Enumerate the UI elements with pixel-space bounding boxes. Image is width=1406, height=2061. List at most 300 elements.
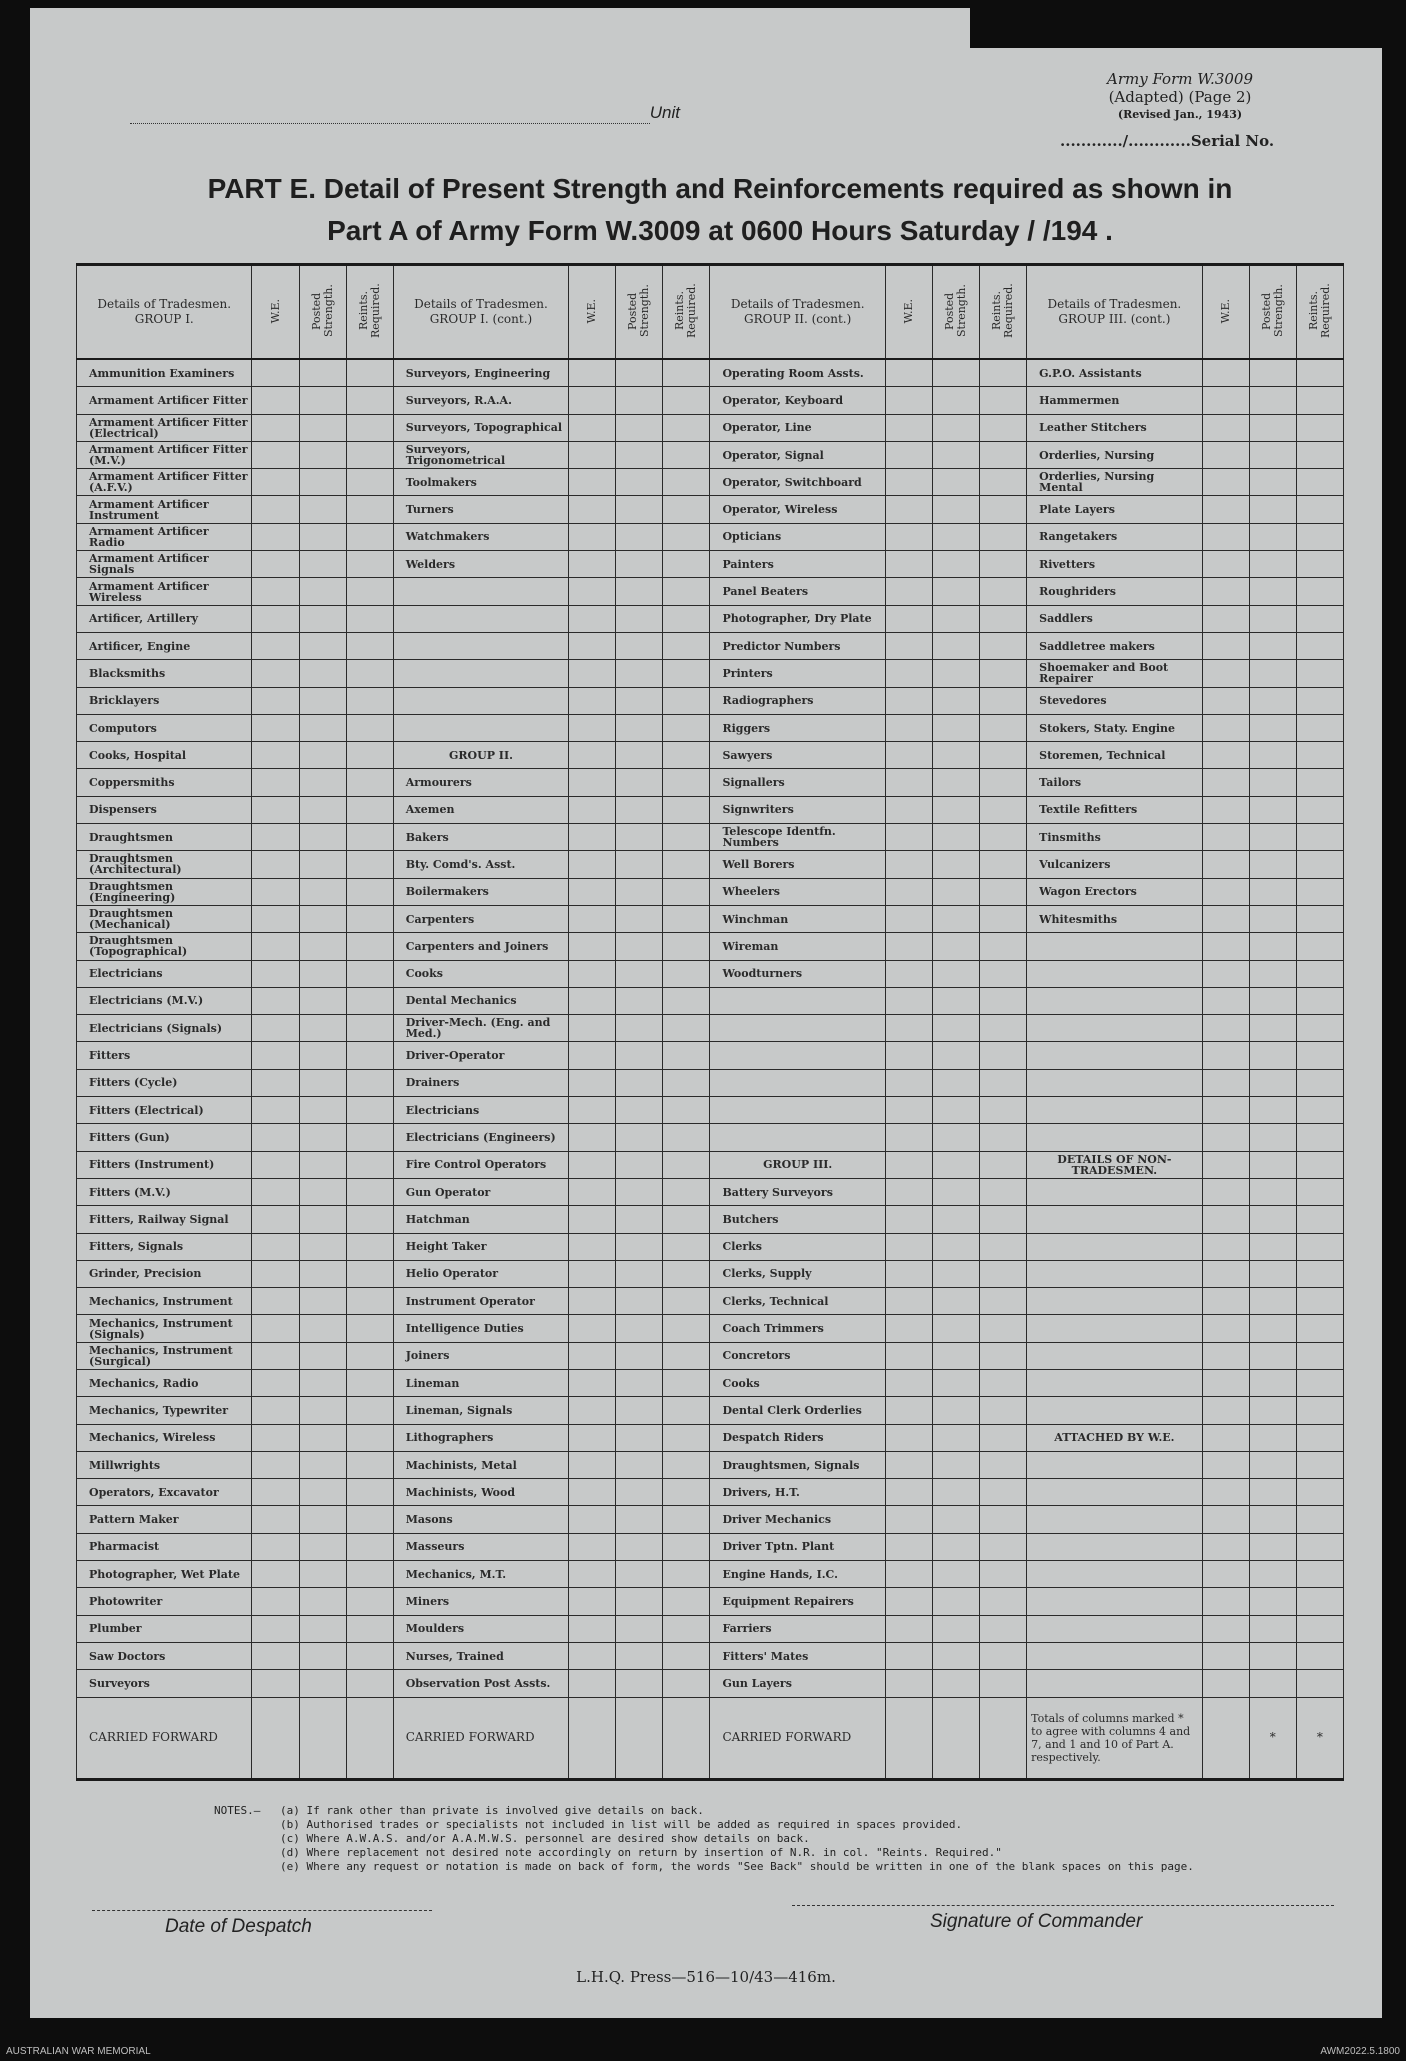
entry-cell[interactable] [1249,769,1296,796]
entry-cell[interactable] [1249,1042,1296,1069]
entry-cell[interactable] [616,1451,663,1478]
entry-cell[interactable] [1202,851,1249,878]
entry-cell[interactable] [569,1315,616,1342]
entry-cell[interactable] [1249,960,1296,987]
entry-cell[interactable] [299,1097,346,1124]
entry-cell[interactable] [1249,1151,1296,1178]
entry-cell[interactable] [1249,578,1296,605]
entry-cell[interactable] [299,1697,346,1779]
entry-cell[interactable] [1202,1097,1249,1124]
entry-cell[interactable] [1202,987,1249,1014]
entry-cell[interactable] [1202,1233,1249,1260]
entry-cell[interactable] [885,632,932,659]
entry-cell[interactable] [299,523,346,550]
entry-cell[interactable] [569,742,616,769]
entry-cell[interactable] [885,1670,932,1697]
entry-cell[interactable] [346,359,393,387]
entry-cell[interactable] [299,632,346,659]
entry-cell[interactable] [1249,387,1296,414]
entry-cell[interactable] [885,1397,932,1424]
entry-cell[interactable] [1296,878,1343,905]
entry-cell[interactable] [980,387,1027,414]
entry-cell[interactable] [346,1424,393,1451]
entry-cell[interactable] [299,687,346,714]
entry-cell[interactable] [1202,1424,1249,1451]
entry-cell[interactable] [663,769,710,796]
entry-cell[interactable] [1202,1397,1249,1424]
entry-cell[interactable] [1296,714,1343,741]
entry-cell[interactable] [885,1506,932,1533]
entry-cell[interactable] [933,1042,980,1069]
entry-cell[interactable] [252,1670,299,1697]
entry-cell[interactable] [299,441,346,468]
entry-cell[interactable] [663,1124,710,1151]
entry-cell[interactable] [252,796,299,823]
entry-cell[interactable] [1249,933,1296,960]
entry-cell[interactable] [933,769,980,796]
entry-cell[interactable] [885,1178,932,1205]
entry-cell[interactable] [299,414,346,441]
entry-cell[interactable] [299,1288,346,1315]
entry-cell[interactable] [663,1561,710,1588]
entry-cell[interactable] [885,824,932,851]
entry-cell[interactable] [299,660,346,687]
entry-cell[interactable] [299,469,346,496]
entry-cell[interactable] [1296,1097,1343,1124]
entry-cell[interactable] [569,933,616,960]
entry-cell[interactable] [616,578,663,605]
entry-cell[interactable] [1202,1069,1249,1096]
entry-cell[interactable] [299,1015,346,1042]
entry-cell[interactable] [1202,1342,1249,1369]
entry-cell[interactable] [1202,687,1249,714]
entry-cell[interactable] [885,605,932,632]
entry-cell[interactable] [885,933,932,960]
entry-cell[interactable] [1296,687,1343,714]
entry-cell[interactable] [569,769,616,796]
entry-cell[interactable] [980,1588,1027,1615]
entry-cell[interactable] [1249,987,1296,1014]
entry-cell[interactable] [346,469,393,496]
entry-cell[interactable] [663,1670,710,1697]
entry-cell[interactable] [980,1670,1027,1697]
entry-cell[interactable] [252,660,299,687]
entry-cell[interactable] [885,1642,932,1669]
entry-cell[interactable] [933,687,980,714]
entry-cell[interactable] [252,1097,299,1124]
entry-cell[interactable] [1249,714,1296,741]
entry-cell[interactable] [299,742,346,769]
entry-cell[interactable] [933,1424,980,1451]
entry-cell[interactable] [1202,960,1249,987]
entry-cell[interactable] [299,1369,346,1396]
entry-cell[interactable] [252,1369,299,1396]
entry-cell[interactable] [980,1097,1027,1124]
entry-cell[interactable] [569,387,616,414]
entry-cell[interactable] [1249,1369,1296,1396]
entry-cell[interactable] [885,1588,932,1615]
entry-cell[interactable] [1249,1069,1296,1096]
entry-cell[interactable] [299,359,346,387]
entry-cell[interactable] [980,414,1027,441]
entry-cell[interactable] [346,742,393,769]
entry-cell[interactable] [252,824,299,851]
entry-cell[interactable] [299,851,346,878]
entry-cell[interactable] [885,1697,932,1779]
entry-cell[interactable] [616,1097,663,1124]
entry-cell[interactable] [252,1615,299,1642]
entry-cell[interactable] [885,1124,932,1151]
entry-cell[interactable] [1202,1615,1249,1642]
entry-cell[interactable] [980,1178,1027,1205]
entry-cell[interactable] [569,1697,616,1779]
entry-cell[interactable] [1202,1151,1249,1178]
entry-cell[interactable] [1202,1260,1249,1287]
entry-cell[interactable] [885,1097,932,1124]
entry-cell[interactable] [980,714,1027,741]
entry-cell[interactable] [933,387,980,414]
entry-cell[interactable] [1202,605,1249,632]
entry-cell[interactable] [252,387,299,414]
entry-cell[interactable] [933,1069,980,1096]
entry-cell[interactable] [1249,496,1296,523]
entry-cell[interactable] [299,578,346,605]
entry-cell[interactable] [663,359,710,387]
entry-cell[interactable] [252,878,299,905]
entry-cell[interactable] [885,987,932,1014]
entry-cell[interactable] [933,933,980,960]
entry-cell[interactable] [569,1042,616,1069]
serial-number-field[interactable]: ............/............Serial No. [1060,132,1275,150]
entry-cell[interactable] [1202,1642,1249,1669]
entry-cell[interactable] [980,687,1027,714]
entry-cell[interactable] [663,1424,710,1451]
entry-cell[interactable] [346,1670,393,1697]
entry-cell[interactable] [663,933,710,960]
entry-cell[interactable] [616,1233,663,1260]
entry-cell[interactable] [885,1451,932,1478]
entry-cell[interactable] [885,878,932,905]
entry-cell[interactable] [933,551,980,578]
entry-cell[interactable] [980,1561,1027,1588]
entry-cell[interactable] [885,1315,932,1342]
entry-cell[interactable] [346,523,393,550]
entry-cell[interactable] [1202,359,1249,387]
entry-cell[interactable] [252,1015,299,1042]
entry-cell[interactable] [1202,1178,1249,1205]
entry-cell[interactable] [252,1178,299,1205]
entry-cell[interactable] [569,1206,616,1233]
entry-cell[interactable] [252,632,299,659]
entry-cell[interactable] [933,1533,980,1560]
entry-cell[interactable] [663,1588,710,1615]
entry-cell[interactable] [885,1069,932,1096]
entry-cell[interactable] [933,359,980,387]
entry-cell[interactable] [299,905,346,932]
entry-cell[interactable] [569,1151,616,1178]
date-line[interactable] [92,1910,432,1911]
entry-cell[interactable] [885,441,932,468]
entry-cell[interactable] [980,1479,1027,1506]
entry-cell[interactable] [616,1069,663,1096]
entry-cell[interactable] [663,1315,710,1342]
entry-cell[interactable] [1296,1670,1343,1697]
entry-cell[interactable] [299,987,346,1014]
entry-cell[interactable] [663,1533,710,1560]
entry-cell[interactable] [346,1288,393,1315]
entry-cell[interactable] [1202,769,1249,796]
entry-cell[interactable] [299,1151,346,1178]
entry-cell[interactable] [980,441,1027,468]
entry-cell[interactable] [885,1151,932,1178]
entry-cell[interactable] [933,1451,980,1478]
entry-cell[interactable] [616,496,663,523]
entry-cell[interactable] [616,632,663,659]
entry-cell[interactable] [616,1670,663,1697]
entry-cell[interactable] [569,469,616,496]
entry-cell[interactable] [980,851,1027,878]
entry-cell[interactable] [1249,359,1296,387]
entry-cell[interactable] [663,441,710,468]
entry-cell[interactable] [1296,1342,1343,1369]
entry-cell[interactable] [885,359,932,387]
entry-cell[interactable] [1296,1042,1343,1069]
entry-cell[interactable] [1249,523,1296,550]
entry-cell[interactable] [1202,742,1249,769]
entry-cell[interactable] [569,1479,616,1506]
entry-cell[interactable] [616,1397,663,1424]
entry-cell[interactable] [569,496,616,523]
entry-cell[interactable] [616,1151,663,1178]
entry-cell[interactable] [1296,796,1343,823]
entry-cell[interactable] [616,414,663,441]
entry-cell[interactable] [1202,933,1249,960]
entry-cell[interactable] [980,933,1027,960]
entry-cell[interactable] [569,660,616,687]
entry-cell[interactable] [1249,1561,1296,1588]
entry-cell[interactable] [252,523,299,550]
entry-cell[interactable] [299,1206,346,1233]
entry-cell[interactable] [933,742,980,769]
entry-cell[interactable] [252,1506,299,1533]
entry-cell[interactable] [346,1206,393,1233]
entry-cell[interactable] [1249,1588,1296,1615]
entry-cell[interactable] [1249,905,1296,932]
entry-cell[interactable] [569,578,616,605]
entry-cell[interactable] [885,1369,932,1396]
entry-cell[interactable] [616,359,663,387]
entry-cell[interactable] [1249,1015,1296,1042]
entry-cell[interactable] [616,1178,663,1205]
entry-cell[interactable] [569,1124,616,1151]
entry-cell[interactable] [1202,905,1249,932]
entry-cell[interactable] [252,1533,299,1560]
entry-cell[interactable] [1202,387,1249,414]
entry-cell[interactable] [252,933,299,960]
entry-cell[interactable] [346,1588,393,1615]
entry-cell[interactable] [1202,878,1249,905]
entry-cell[interactable] [1202,1015,1249,1042]
entry-cell[interactable] [980,1697,1027,1779]
entry-cell[interactable] [346,1397,393,1424]
entry-cell[interactable] [1296,1588,1343,1615]
entry-cell[interactable] [299,960,346,987]
entry-cell[interactable] [885,660,932,687]
entry-cell[interactable] [1296,1260,1343,1287]
entry-cell[interactable] [346,1233,393,1260]
entry-cell[interactable] [616,660,663,687]
entry-cell[interactable] [252,469,299,496]
entry-cell[interactable] [933,1561,980,1588]
entry-cell[interactable] [346,933,393,960]
entry-cell[interactable] [1202,1124,1249,1151]
entry-cell[interactable] [1202,496,1249,523]
entry-cell[interactable] [569,1233,616,1260]
entry-cell[interactable] [885,469,932,496]
entry-cell[interactable] [616,987,663,1014]
entry-cell[interactable] [346,687,393,714]
entry-cell[interactable] [1296,851,1343,878]
entry-cell[interactable] [299,1397,346,1424]
entry-cell[interactable] [299,551,346,578]
entry-cell[interactable] [1202,1451,1249,1478]
entry-cell[interactable] [1296,960,1343,987]
entry-cell[interactable] [885,414,932,441]
entry-cell[interactable] [299,1670,346,1697]
entry-cell[interactable] [569,605,616,632]
entry-cell[interactable] [616,387,663,414]
entry-cell[interactable] [1249,660,1296,687]
entry-cell[interactable] [252,1342,299,1369]
entry-cell[interactable] [252,1561,299,1588]
entry-cell[interactable] [616,1561,663,1588]
entry-cell[interactable] [980,824,1027,851]
entry-cell[interactable] [299,1588,346,1615]
entry-cell[interactable] [346,551,393,578]
entry-cell[interactable] [663,1260,710,1287]
entry-cell[interactable] [346,714,393,741]
entry-cell[interactable] [1249,605,1296,632]
entry-cell[interactable] [933,987,980,1014]
entry-cell[interactable] [252,687,299,714]
entry-cell[interactable] [885,578,932,605]
entry-cell[interactable] [980,469,1027,496]
entry-cell[interactable] [980,742,1027,769]
entry-cell[interactable] [1249,1424,1296,1451]
entry-cell[interactable] [933,523,980,550]
entry-cell[interactable] [252,1151,299,1178]
entry-cell[interactable] [933,1397,980,1424]
entry-cell[interactable] [933,851,980,878]
entry-cell[interactable] [1296,1369,1343,1396]
entry-cell[interactable] [933,1670,980,1697]
entry-cell[interactable] [1249,742,1296,769]
entry-cell[interactable] [252,769,299,796]
entry-cell[interactable] [299,496,346,523]
entry-cell[interactable] [1249,1342,1296,1369]
entry-cell[interactable] [252,905,299,932]
entry-cell[interactable] [569,796,616,823]
entry-cell[interactable] [616,1206,663,1233]
entry-cell[interactable] [299,1342,346,1369]
entry-cell[interactable] [252,1588,299,1615]
entry-cell[interactable] [1296,1561,1343,1588]
entry-cell[interactable] [252,1206,299,1233]
entry-cell[interactable] [1202,1670,1249,1697]
entry-cell[interactable] [933,1260,980,1287]
entry-cell[interactable] [569,1642,616,1669]
entry-cell[interactable] [663,987,710,1014]
entry-cell[interactable] [346,605,393,632]
entry-cell[interactable] [1296,387,1343,414]
entry-cell[interactable] [933,1233,980,1260]
entry-cell[interactable] [346,1124,393,1151]
entry-cell[interactable] [299,1315,346,1342]
entry-cell[interactable] [569,714,616,741]
entry-cell[interactable] [569,1260,616,1287]
entry-cell[interactable] [299,878,346,905]
entry-cell[interactable] [346,632,393,659]
entry-cell[interactable] [252,551,299,578]
entry-cell[interactable] [1249,441,1296,468]
entry-cell[interactable] [569,1670,616,1697]
entry-cell[interactable] [663,660,710,687]
entry-cell[interactable] [1202,1369,1249,1396]
entry-cell[interactable] [1249,1097,1296,1124]
entry-cell[interactable] [569,1178,616,1205]
entry-cell[interactable] [299,1069,346,1096]
entry-cell[interactable] [1296,905,1343,932]
signature-line[interactable] [792,1905,1334,1906]
entry-cell[interactable] [980,1124,1027,1151]
entry-cell[interactable] [663,1206,710,1233]
entry-cell[interactable] [616,1124,663,1151]
entry-cell[interactable] [616,523,663,550]
entry-cell[interactable] [346,1151,393,1178]
entry-cell[interactable] [885,387,932,414]
entry-cell[interactable] [663,632,710,659]
entry-cell[interactable] [1296,578,1343,605]
entry-cell[interactable] [252,1642,299,1669]
entry-cell[interactable] [1202,1206,1249,1233]
entry-cell[interactable] [252,714,299,741]
entry-cell[interactable] [346,660,393,687]
entry-cell[interactable] [1296,1506,1343,1533]
entry-cell[interactable] [569,851,616,878]
entry-cell[interactable] [933,1206,980,1233]
entry-cell[interactable] [346,1315,393,1342]
entry-cell[interactable] [252,605,299,632]
entry-cell[interactable] [1202,824,1249,851]
entry-cell[interactable] [663,1397,710,1424]
entry-cell[interactable] [1202,551,1249,578]
entry-cell[interactable] [346,414,393,441]
entry-cell[interactable] [980,1397,1027,1424]
entry-cell[interactable] [1296,496,1343,523]
entry-cell[interactable] [663,687,710,714]
entry-cell[interactable] [1249,1288,1296,1315]
entry-cell[interactable] [980,578,1027,605]
entry-cell[interactable] [299,1506,346,1533]
entry-cell[interactable] [1202,1506,1249,1533]
entry-cell[interactable] [1249,1670,1296,1697]
entry-cell[interactable] [980,632,1027,659]
entry-cell[interactable] [933,960,980,987]
entry-cell[interactable] [1296,1069,1343,1096]
entry-cell[interactable] [299,1479,346,1506]
entry-cell[interactable] [980,660,1027,687]
entry-cell[interactable] [933,1288,980,1315]
